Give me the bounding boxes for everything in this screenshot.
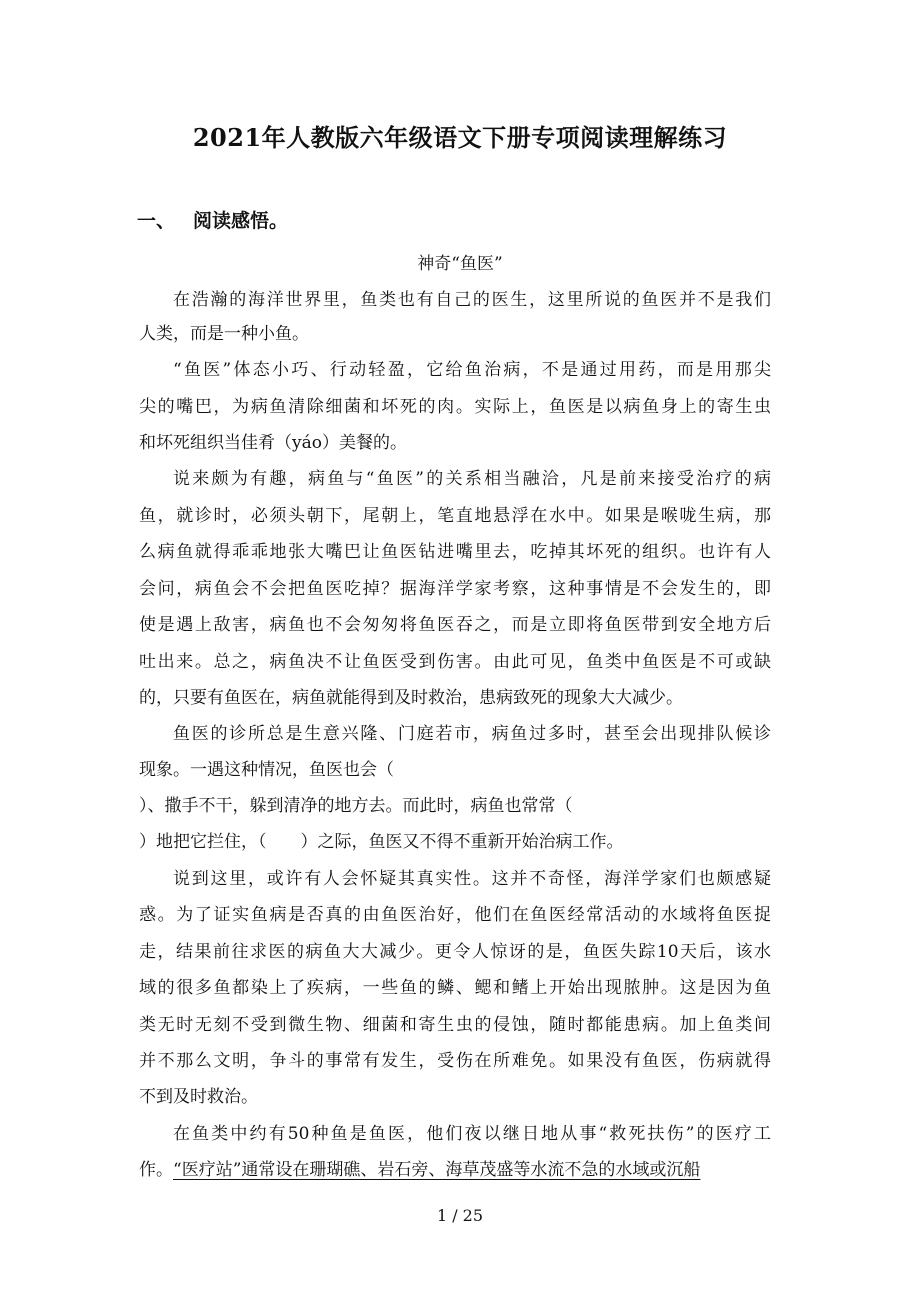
section-label: 阅读感悟。 — [193, 210, 289, 232]
paragraph-line-with-underline — [139, 1159, 771, 1181]
paragraph-line: 惑。为了证实鱼病是否真的由鱼医治好，他们在鱼医经常活动的水域将鱼医捉 — [139, 905, 771, 925]
line-start: 作。 — [139, 1160, 173, 1180]
paragraph-line: 会问，病鱼会不会把鱼医吃掉？据海洋学家考察，这种事情是不会发生的，即 — [139, 579, 771, 599]
paragraph-line: 尖的嘴巴，为病鱼清除细菌和坏死的肉。实际上，鱼医是以病鱼身上的寄生虫 — [139, 397, 771, 417]
paragraph-line: “鱼医”体态小巧、行动轻盈，它给鱼治病，不是通过用药，而是用那尖 — [173, 360, 771, 380]
section-number: 一、 — [137, 210, 176, 232]
paragraph-line: 在浩瀚的海洋世界里，鱼类也有自己的医生，这里所说的鱼医并不是我们 — [173, 290, 771, 310]
document-title: 2021年人教版六年级语文下册专项阅读理解练习 — [192, 123, 728, 152]
paragraph-line: 并不那么文明，争斗的事常有发生，受伤在所难免。如果没有鱼医，伤病就得 — [139, 1051, 771, 1071]
paragraph-line: 说来颇为有趣，病鱼与“鱼医”的关系相当融洽，凡是前来接受治疗的病 — [173, 469, 771, 489]
article-title: 神奇“鱼医” — [417, 254, 503, 274]
paragraph-line: ）、撒手不干，躲到清净的地方去。而此时，病鱼也常常（ — [139, 796, 573, 816]
paragraph-line: 使是遇上敌害，病鱼也不会匆匆将鱼医吞之，而是立即将鱼医带到安全地方后 — [139, 615, 771, 635]
paragraph-line: 在鱼类中约有50种鱼是鱼医，他们夜以继日地从事“救死扶伤”的医疗工 — [173, 1124, 771, 1144]
section-heading — [137, 206, 288, 233]
paragraph-line: 走，结果前往求医的病鱼大大减少。更令人惊讶的是，鱼医失踪10天后，该水 — [139, 942, 771, 962]
paragraph-line: 和坏死组织当佳肴（yáo）美餐的。 — [139, 433, 407, 453]
paragraph-line: 鱼医的诊所总是生意兴隆、门庭若市，病鱼过多时，甚至会出现排队候诊 — [173, 724, 771, 744]
paragraph-line: 不到及时救治。 — [139, 1087, 258, 1107]
paragraph-line: 域的很多鱼都染上了疾病，一些鱼的鳞、鳃和鳍上开始出现脓肿。这是因为鱼 — [139, 978, 771, 998]
underlined-sentence: “医疗站”通常设在珊瑚礁、岩石旁、海草茂盛等水流不急的水域或沉船 — [173, 1160, 701, 1180]
page-number: 1 / 25 — [436, 1206, 484, 1225]
paragraph-line: 类无时无刻不受到微生物、细菌和寄生虫的侵蚀，随时都能患病。加上鱼类间 — [139, 1015, 771, 1035]
paragraph-line: ）地把它拦住，（ ）之际，鱼医又不得不重新开始治病工作。 — [139, 832, 624, 852]
paragraph-line: 鱼，就诊时，必须头朝下，尾朝上，笔直地悬浮在水中。如果是喉咙生病，那 — [139, 506, 771, 526]
paragraph-line: 么病鱼就得乖乖地张大嘴巴让鱼医钻进嘴里去，吃掉其坏死的组织。也许有人 — [139, 542, 771, 562]
paragraph-line: 的，只要有鱼医在，病鱼就能得到及时救治，患病致死的现象大大减少。 — [139, 688, 683, 708]
paragraph-line: 现象。一遇这种情况，鱼医也会（ — [139, 760, 394, 780]
paragraph-line: 说到这里，或许有人会怀疑其真实性。这并不奇怪，海洋学家们也颇感疑 — [173, 869, 771, 889]
paragraph-line: 人类，而是一种小鱼。 — [139, 324, 309, 344]
paragraph-line: 吐出来。总之，病鱼决不让鱼医受到伤害。由此可见，鱼类中鱼医是不可或缺 — [139, 652, 771, 672]
